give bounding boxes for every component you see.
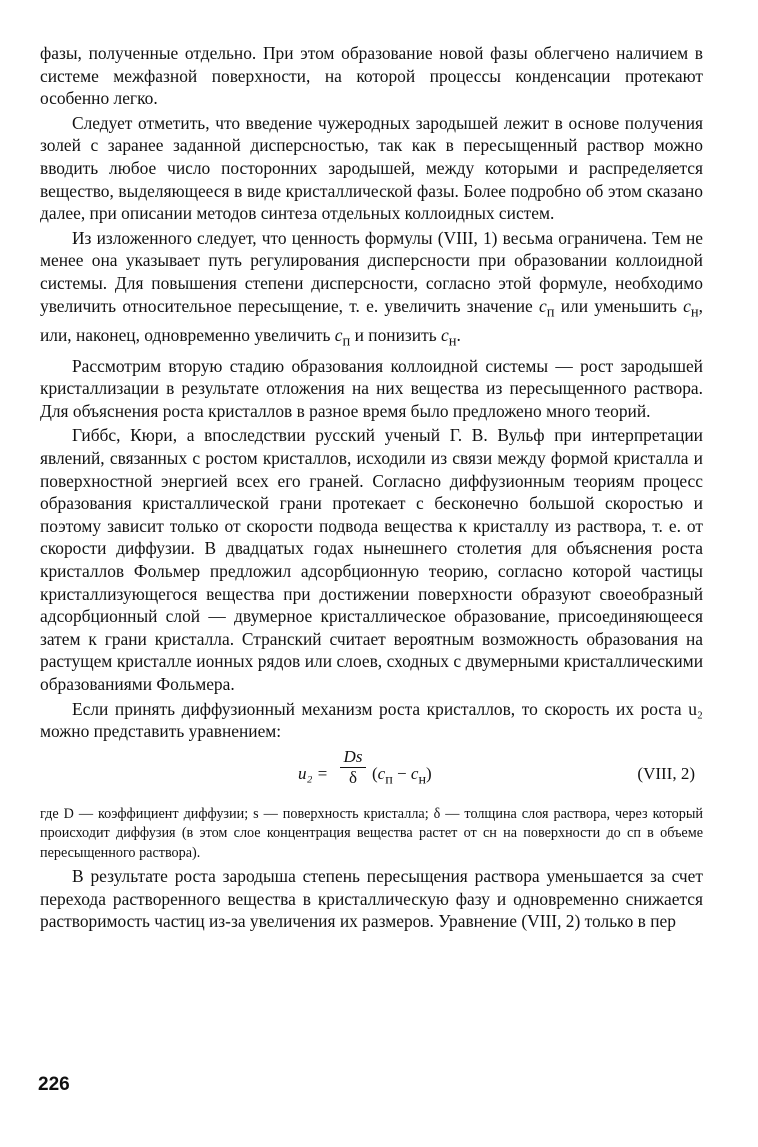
sub-n: н [690,304,699,320]
var-c: c [334,324,343,345]
paren-open: ( [372,763,378,783]
p3-text-c: , или, наконец, одновременно увеличить [40,295,703,345]
sub-p: п [546,304,555,320]
paragraph-4: Рассмотрим вторую стадию образования коллоидной системы — рост зародышей кристаллизации в результате отложения на них вещества из пересыщенного раствора. Для объяснения роста кристаллов в разное время было предложено много теорий. [40,355,703,421]
main-text [40,42,703,933]
var-c: c [377,763,386,783]
equation-viii-2 [40,747,703,803]
minus-sign: − [392,763,411,783]
var-c: c [683,295,691,316]
paren-close: ) [426,763,432,783]
paragraph-2: Следует отметить, что введение чужеродных зародышей лежит в основе получения золей с заранее заданной дисперсностью, так как в пересыщенный раствор можно вводить любое число посторонних зародышей, между которыми и распределяется вещество, выделяющееся в виде кристаллической фазы. Более подробно об этом сказано далее, при описании методов синтеза отдельных коллоидных систем. [40,112,703,224]
p3-text-a: Из изложенного следует, что ценность формулы (VIII, 1) весьма ограничена. Тем не менее она указывает путь регулирования дисперсности при образовании коллоидной системы. Для повышения степени дисперсности, согласно этой формуле, необходимо увеличить относительное пересыщение, т. е. увеличить значение [40,227,703,316]
var-c: c [440,324,449,345]
equation-legend: где D — коэффициент диффузии; s — поверхность кристалла; δ — толщина слоя раствора, через который происходит диффузия (в этом слое концентрация вещества растет от cн на поверхности до cп в объеме пересыщенного раствора). [40,805,703,861]
paragraph-3 [40,227,703,353]
page-number: 226 [38,1074,70,1095]
sub-n: н [418,771,427,788]
sub-p: п [342,333,351,350]
sub-p: п [385,771,393,788]
paragraph-1: фазы, полученные отдельно. При этом образование новой фазы облегчено наличием в системе межфазной поверхности, на которой процессы конденсации протекают особенно легко. [40,43,703,109]
p3-text-d: и понизить [350,324,441,345]
fraction-denominator: δ [348,767,357,787]
equation-rhs [372,763,432,791]
equation-number: (VIII, 2) [637,763,695,783]
var-c: c [410,763,419,783]
sub-n: н [448,333,457,350]
paragraph-5: Гиббс, Кюри, а впоследствии русский ученый Г. В. Вульф при интерпретации явлений, связанных с ростом кристаллов, исходили из связи между формой кристалла и поверхностной энергией всех его граней. Согласно диффузионным теориям процесс образования кристаллической грани протекает с бесконечно большой скоростью и поэтому зависит только от скорости подвода вещества к кристаллу из раствора, т. е. от скорости диффузии. В двадцатых годах нынешнего столетия для объяснения роста кристаллов Фольмер предложил адсорбционную теорию, согласно которой частицы кристаллизующегося вещества при достижении поверхности образуют своеобразный адсорбционный слой — двумерное кристаллическое образование, присоединяющееся затем к грани кристалла. Странский считает вероятным возможность образования на растущем кристалле ионных рядов или слоев, сходных с двумерными кристаллическими образованиями Фольмера. [40,425,703,694]
equation-fraction [340,747,366,788]
fraction-numerator: Ds [340,747,366,768]
paragraph-7: В результате роста зародыша степень пересыщения раствора уменьшается за счет перехода растворенного вещества в кристаллическую фазу и одновременно снижается растворимость частиц из-за увеличения их размеров. Уравнение (VIII, 2) только в пер [40,865,703,932]
equation-lhs: u₂ = [298,763,329,783]
var-c: c [538,295,547,316]
paragraph-6: Если принять диффузионный механизм роста кристаллов, то скорость их роста u₂ можно представить уравнением: [40,698,703,742]
p3-text-e: . [456,324,461,345]
p3-text-b: или уменьшить [554,295,684,316]
